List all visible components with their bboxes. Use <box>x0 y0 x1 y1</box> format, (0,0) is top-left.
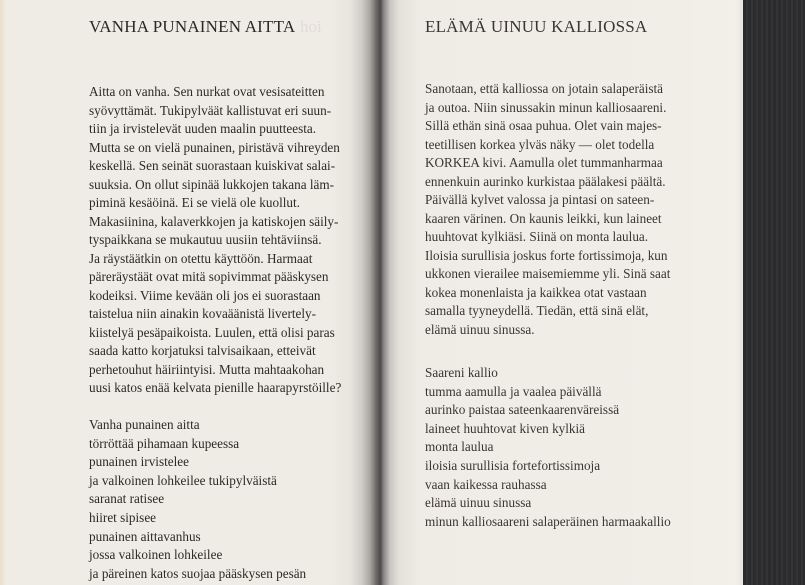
left-page-title: VANHA PUNAINEN AITTA <box>89 17 296 36</box>
prose-line: tyspaikkana se mukautuu uusiin tehtäviinsä. <box>89 232 322 247</box>
book-cover-edge <box>743 0 805 585</box>
poem-line: laineet huuhtovat kiven kylkiä <box>425 420 586 436</box>
prose-line: keskellä. Sen seinät suorastaan kuiskivat salai- <box>89 158 336 173</box>
prose-line: ukkonen vierailee maisemiemme yli. Sinä saat <box>425 266 671 281</box>
prose-line: Sanotaan, että kalliossa on jotain salaperäistä <box>425 81 664 96</box>
prose-line: samalla tyyneydellä. Tiedän, että sinä elät, <box>425 303 649 318</box>
prose-line: Makasiinina, kalaverkkojen ja katiskojen säily- <box>89 213 339 229</box>
prose-line: kiistelyä pesäpaikoista. Luulen, että olisi paras <box>89 324 335 340</box>
right-page-title: ELÄMÄ UINUU KALLIOSSA <box>425 17 648 36</box>
prose-line: kokea monenlaista ja kaikkea otat vastaan <box>425 284 647 300</box>
prose-line: KORKEA kivi. Aamulla olet tummanharmaa <box>425 155 663 170</box>
right-page-prose <box>425 80 670 339</box>
prose-line: Iloisia surullisia joskus forte fortissimoja, kun <box>425 247 668 263</box>
prose-line: kaaren värinen. On kaunis leikki, kun laineet <box>425 210 662 226</box>
prose-line: Mutta se on vielä punainen, piristävä vihreyden <box>89 139 340 155</box>
prose-line: päreräystäät ovat mitä sopivimmat pääskysen <box>89 269 329 284</box>
poem-line: hiiret sipisee <box>89 509 157 525</box>
prose-line: suuksia. On ollut sipinää lukkojen takana läm- <box>89 176 335 192</box>
prose-line: syövyttämät. Tukipylväät kallistuvat eri suun- <box>89 102 332 118</box>
prose-line: Aitta on vanha. Sen nurkat ovat vesisateitten <box>89 84 325 99</box>
prose-line: perhetouhut häiriintyisi. Mutta mahtaakohan <box>89 361 325 377</box>
poem-line: tumma aamulla ja vaalea päivällä <box>425 383 602 399</box>
left-page-poem <box>89 416 306 583</box>
prose-line: ja outoa. Niin sinussakin minun kalliosaareni. <box>425 99 667 115</box>
right-page-poem <box>425 364 671 531</box>
left-page <box>0 0 381 585</box>
prose-line: piminä kesäöinä. Ei se vielä ole kuollut. <box>89 195 300 210</box>
left-page-bleedthrough-text: hoi <box>300 17 322 36</box>
poem-line: punainen irvistelee <box>89 454 189 470</box>
prose-line: kodeiksi. Viime kevään oli jos ei suorastaan <box>89 287 321 303</box>
prose-line: Päivällä kylvet valossa ja pintasi on sateen- <box>425 192 655 207</box>
poem-line: ja valkoinen lohkeilee tukipylväistä <box>89 472 277 488</box>
poem-line: Vanha punainen aitta <box>89 417 200 432</box>
poem-line: Saareni kallio <box>425 365 498 380</box>
prose-line: huuhtovat kylkiäsi. Siinä on monta laulua. <box>425 229 649 244</box>
prose-line: saada katto korjatuksi talvisaikaan, etteivät <box>89 343 316 358</box>
poem-line: vaan kaikessa rauhassa <box>425 476 547 492</box>
poem-line: iloisia surullisia fortefortissimoja <box>425 457 601 473</box>
poem-line: ja päreinen katos suojaa pääskysen pesän <box>89 565 307 581</box>
prose-line: ennenkuin aurinko kurkistaa päälakesi päältä. <box>425 173 666 189</box>
prose-line: teetillisen korkea ylväs näky — olet todella <box>425 136 655 152</box>
prose-line: taistelua niin ainakin kovaäänistä livertely- <box>89 306 317 321</box>
poem-line: punainen aittavanhus <box>89 528 201 544</box>
poem-line: aurinko paistaa sateenkaarenväreissä <box>425 402 620 418</box>
prose-line: Sillä ethän sinä osaa puhua. Olet vain majes- <box>425 118 662 133</box>
right-page <box>381 0 743 585</box>
prose-line: elämä uinuu sinussa. <box>425 321 535 337</box>
poem-line: monta laulua <box>425 439 494 455</box>
left-page-prose <box>89 83 341 398</box>
prose-line: tiin ja irvistelevät uuden maalin puutteesta. <box>89 121 317 136</box>
poem-line: elämä uinuu sinussa <box>425 495 532 511</box>
prose-line: uusi katos enää kelvata pienille haarapyrstöille? <box>89 380 342 395</box>
poem-line: saranat ratisee <box>89 491 165 507</box>
poem-line: törröttää pihamaan kupeessa <box>89 435 240 451</box>
poem-line: jossa valkoinen lohkeilee <box>89 547 223 563</box>
prose-line: Ja räystäätkin on otettu käyttöön. Harmaat <box>89 250 313 266</box>
poem-line: minun kalliosaareni salaperäinen harmaakallio <box>425 513 671 529</box>
